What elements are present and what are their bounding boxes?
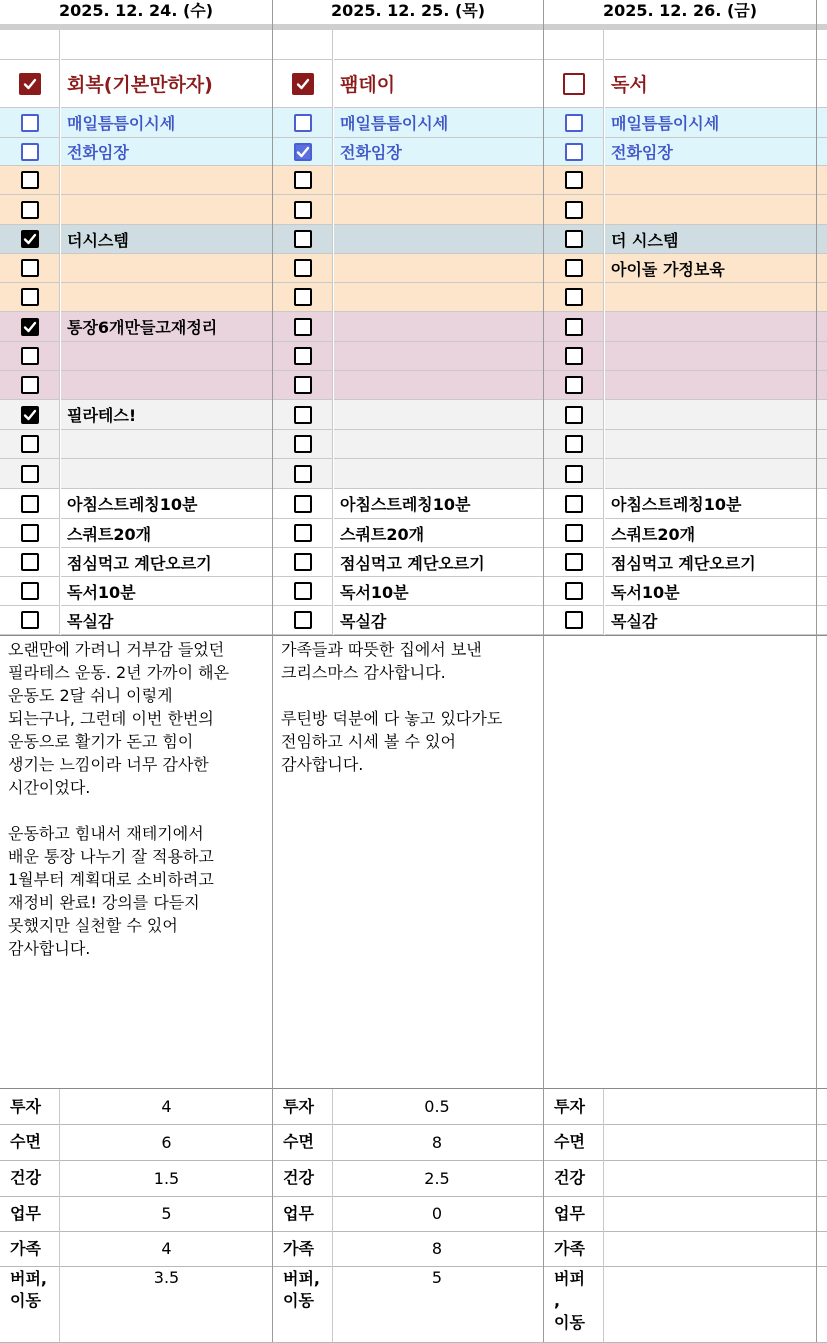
summary-hours-value[interactable]: 5 [161,1204,172,1223]
checkbox-unchecked[interactable] [21,611,39,629]
summary-category-label: 버퍼, 이동 [273,1266,333,1342]
overflow-column-cell [817,459,827,489]
checkbox-cell [0,225,60,254]
checklist-row [0,489,827,519]
summary-hours-value[interactable]: 6 [161,1132,172,1152]
checkbox-unchecked[interactable] [565,230,583,248]
journal-cell-1[interactable]: 오랜만에 가려니 거부감 들었던 필라테스 운동. 2년 가까이 해온 운동도 2달 쉬니 이렇게 되는구나, 그런데 이번 한번의 운동으로 활기가 돈고 힘이 생기는 느낌이라 너무 감사한 시간이었다. 운동하고 힘내서 재테기에서 배운 통장 나누기 잘 적용하고 1월부터 계획대로 소비하려고 재정비 완료! 강의를 다듣지 못했지만 실천할 수 있어 감사합니다. [8,640,230,958]
checklist-row [0,166,827,195]
summary-category-label: 건강 [0,1160,60,1196]
checkbox-unchecked[interactable] [294,347,312,365]
checkbox-cell [273,371,333,400]
summary-hours-value[interactable] [594,1089,816,1124]
checkbox-cell [0,166,60,195]
checklist-row [0,519,827,548]
checkbox-unchecked[interactable] [294,376,312,394]
overflow-column-cell [817,371,827,400]
checkbox-unchecked[interactable] [21,201,39,219]
summary-category-label: 가족 [273,1231,333,1266]
checklist-row [0,225,827,254]
task-label-cell[interactable] [61,195,273,225]
task-label-cell[interactable]: 스쿼트20개 [61,519,273,548]
checkbox-cell [0,342,60,371]
overflow-column-cell [817,342,827,371]
checkbox-unchecked[interactable] [294,259,312,277]
checklist-row [0,342,827,371]
checkbox-cell [273,430,333,459]
summary-category-label: 수면 [544,1124,604,1160]
checkbox-cell [544,606,604,635]
checkbox-unchecked[interactable] [565,201,583,219]
summary-category-label: 가족 [0,1231,60,1266]
summary-hours-value[interactable] [594,1231,816,1266]
checklist-row [0,371,827,400]
checkbox-cell [544,60,604,108]
checkbox-cell [273,606,333,635]
task-label-cell[interactable] [61,166,273,195]
checkbox-unchecked[interactable] [294,465,312,483]
task-label-cell[interactable] [605,312,827,342]
summary-category-label: 업무 [0,1196,60,1231]
checkbox-cell [544,138,604,166]
task-label-cell[interactable] [334,371,547,400]
task-label-cell[interactable] [334,30,547,60]
overflow-column-cell [817,195,827,225]
checkbox-cell [0,60,60,108]
task-label-cell[interactable]: 아침스트레칭10분 [334,489,547,519]
task-label-cell[interactable]: 독서10분 [334,577,547,606]
overflow-column-cell [817,519,827,548]
task-label-cell[interactable] [605,195,827,225]
checkbox-unchecked[interactable] [565,406,583,424]
checkbox-unchecked[interactable] [21,435,39,453]
overflow-column-cell [817,400,827,430]
checklist-row [0,60,827,108]
column-divider-1 [272,0,273,1342]
task-label-cell[interactable] [334,459,547,489]
checkbox-cell [544,283,604,312]
checkbox-cell [273,312,333,342]
checkbox-unchecked[interactable] [565,582,583,600]
checkbox-unchecked[interactable] [21,465,39,483]
checkbox-checked[interactable] [21,406,39,424]
task-label-cell[interactable] [334,430,547,459]
checkbox-unchecked[interactable] [21,143,39,161]
checkbox-unchecked[interactable] [565,553,583,571]
overflow-column-cell [817,60,827,108]
task-label-cell[interactable] [61,342,273,371]
task-label-cell[interactable]: 스쿼트20개 [334,519,547,548]
checkbox-unchecked[interactable] [294,495,312,513]
task-label-cell[interactable] [334,342,547,371]
checkbox-unchecked[interactable] [21,259,39,277]
journal-cell-2[interactable]: 가족들과 따뜻한 집에서 보낸 크리스마스 감사합니다. 루틴방 덕분에 다 놓고 있다가도 전임하고 시세 볼 수 있어 감사합니다. [281,640,503,774]
checkbox-cell [273,60,333,108]
checkbox-cell [273,138,333,166]
checkbox-unchecked[interactable] [565,347,583,365]
task-label-cell[interactable] [61,430,273,459]
task-label-cell[interactable]: 팸데이 [334,60,547,108]
task-label-cell[interactable] [61,254,273,283]
task-label-cell[interactable] [605,283,827,312]
checkbox-cell [0,489,60,519]
checkbox-cell [273,342,333,371]
checkbox-unchecked[interactable] [565,611,583,629]
checkbox-unchecked[interactable] [21,582,39,600]
summary-hours-value[interactable]: 3.5 [153,1268,180,1287]
checklist-row [0,459,827,489]
checkbox-unchecked[interactable] [563,73,585,95]
checklist-row [0,312,827,342]
checkbox-cell [0,283,60,312]
task-label-cell[interactable]: 점심먹고 계단오르기 [334,548,547,577]
checkbox-cell [0,138,60,166]
checkbox-unchecked[interactable] [565,435,583,453]
checkbox-unchecked[interactable] [294,230,312,248]
checkbox-cell [544,254,604,283]
task-label-cell[interactable]: 매일틈틈이시세 [334,108,547,138]
checkbox-cell [544,519,604,548]
checkbox-unchecked[interactable] [565,259,583,277]
overflow-column-cell [817,489,827,519]
checkbox-cell [0,195,60,225]
checklist-row [0,254,827,283]
task-label-cell[interactable]: 더시스템 [61,225,273,254]
summary-category-label: 업무 [273,1196,333,1231]
task-label-cell[interactable]: 독서10분 [61,577,273,606]
summary-hours-value[interactable]: 0.5 [424,1097,450,1116]
checkbox-unchecked[interactable] [294,524,312,542]
summary-hours-value[interactable]: 8 [431,1239,443,1258]
checkbox-cell [273,459,333,489]
overflow-column-cell [817,225,827,254]
task-label-cell[interactable] [334,254,547,283]
task-label-cell[interactable] [61,459,273,489]
checkbox-unchecked[interactable] [294,406,312,424]
checkbox-unchecked[interactable] [21,288,39,306]
checklist-row [0,400,827,430]
checkbox-unchecked[interactable] [565,376,583,394]
checkbox-unchecked[interactable] [565,465,583,483]
task-label-cell[interactable]: 아침스트레칭10분 [605,489,827,519]
task-label-cell[interactable] [61,30,273,60]
task-label-cell[interactable]: 점심먹고 계단오르기 [61,548,273,577]
overflow-column-cell [817,312,827,342]
summary-hours-value[interactable]: 4 [161,1097,172,1116]
checkbox-checked[interactable] [294,143,312,161]
checkbox-cell [273,30,333,60]
checklist-row [0,430,827,459]
checkbox-cell [0,459,60,489]
task-label-cell[interactable] [605,371,827,400]
summary-hours-value[interactable] [594,1196,816,1231]
checkbox-cell [544,548,604,577]
checklist-row [0,30,827,60]
checkbox-unchecked[interactable] [565,524,583,542]
checkbox-cell [544,342,604,371]
checkbox-cell [0,606,60,635]
checkbox-unchecked[interactable] [565,171,583,189]
checkbox-cell [0,430,60,459]
checkbox-unchecked[interactable] [21,495,39,513]
date-header-3[interactable]: 2025. 12. 26. (금) [544,0,816,24]
task-label-cell[interactable] [61,283,273,312]
task-label-cell[interactable]: 목실감 [61,606,273,635]
column-divider-3 [816,0,817,1342]
checkbox-cell [273,548,333,577]
checkbox-cell [0,254,60,283]
checkbox-cell [544,312,604,342]
checkbox-unchecked[interactable] [21,171,39,189]
task-label-cell[interactable]: 통장6개만들고재정리 [61,312,273,342]
task-label-cell[interactable] [334,195,547,225]
journal-cell-3[interactable] [544,636,816,1088]
task-label-cell[interactable]: 더 시스템 [605,225,827,254]
summary-category-label: 투자 [0,1089,60,1124]
checkbox-checked[interactable] [292,73,314,95]
checklist-row [0,195,827,225]
summary-hours-value[interactable]: 4 [161,1239,172,1258]
checkbox-unchecked[interactable] [294,171,312,189]
checkbox-unchecked[interactable] [21,114,39,132]
checkbox-unchecked[interactable] [565,288,583,306]
checkbox-cell [273,195,333,225]
checkbox-cell [0,400,60,430]
checkbox-unchecked[interactable] [294,114,312,132]
checkbox-cell [544,30,604,60]
checkbox-cell [273,519,333,548]
task-label-cell[interactable]: 전화임장 [61,138,273,166]
summary-category-label: 수면 [0,1124,60,1160]
summary-hours-value[interactable] [594,1266,816,1342]
task-label-cell[interactable]: 전화임장 [334,138,547,166]
task-label-cell[interactable]: 매일틈틈이시세 [61,108,273,138]
task-label-cell[interactable] [605,400,827,430]
task-label-cell[interactable]: 회복(기본만하자) [61,60,273,108]
checklist-row [0,138,827,166]
checkbox-unchecked[interactable] [294,553,312,571]
task-label-cell[interactable] [61,371,273,400]
summary-category-label: 업무 [544,1196,604,1231]
checkbox-cell [0,108,60,138]
checkbox-cell [273,225,333,254]
overflow-column-cell [817,430,827,459]
checkbox-unchecked[interactable] [294,611,312,629]
checkbox-cell [544,430,604,459]
summary-category-label: 수면 [273,1124,333,1160]
overflow-column-cell [817,254,827,283]
summary-category-label: 건강 [273,1160,333,1196]
summary-category-label: 투자 [544,1089,604,1124]
task-label-cell[interactable] [605,459,827,489]
checkbox-unchecked[interactable] [565,143,583,161]
checkbox-cell [544,459,604,489]
checkbox-cell [0,577,60,606]
column-divider-2 [543,0,544,1342]
checkbox-unchecked[interactable] [565,318,583,336]
checkbox-unchecked[interactable] [565,495,583,513]
overflow-column-cell [817,166,827,195]
summary-hours-value[interactable] [594,1160,816,1196]
checkbox-cell [273,254,333,283]
checkbox-cell [544,489,604,519]
summary-category-label: 건강 [544,1160,604,1196]
task-label-cell[interactable]: 스쿼트20개 [605,519,827,548]
checkbox-unchecked[interactable] [294,582,312,600]
checkbox-unchecked[interactable] [21,347,39,365]
checkbox-cell [544,195,604,225]
checkbox-unchecked[interactable] [294,435,312,453]
task-label-cell[interactable] [334,166,547,195]
summary-hours-value[interactable]: 1.5 [153,1168,180,1188]
task-label-cell[interactable]: 목실감 [334,606,547,635]
summary-category-label: 버퍼, 이동 [0,1266,60,1342]
checkbox-cell [544,166,604,195]
checkbox-cell [273,166,333,195]
task-label-cell[interactable]: 아침스트레칭10분 [61,489,273,519]
task-label-cell[interactable]: 필라테스! [61,400,273,430]
summary-category-label: 가족 [544,1231,604,1266]
checkbox-unchecked[interactable] [21,553,39,571]
checkbox-unchecked[interactable] [565,114,583,132]
checkbox-cell [0,548,60,577]
task-label-cell[interactable] [605,430,827,459]
checkbox-unchecked[interactable] [294,201,312,219]
summary-category-label: 버퍼 , 이동 [544,1266,604,1342]
checklist-row [0,108,827,138]
checklist-row [0,548,827,577]
overflow-column-cell [817,108,827,138]
checkbox-cell [544,108,604,138]
checkbox-cell [544,225,604,254]
task-label-cell[interactable] [605,342,827,371]
checkbox-cell [273,108,333,138]
checkbox-cell [0,30,60,60]
checkbox-unchecked[interactable] [21,376,39,394]
task-label-cell[interactable]: 아이돌 가정보육 [605,254,827,283]
checkbox-cell [273,283,333,312]
summary-hours-value[interactable] [594,1124,816,1160]
checkbox-checked[interactable] [21,230,39,248]
checkbox-unchecked[interactable] [294,288,312,306]
checkbox-cell [544,577,604,606]
checkbox-unchecked[interactable] [21,524,39,542]
task-label-cell[interactable] [334,400,547,430]
overflow-column-cell [817,548,827,577]
checkbox-cell [544,371,604,400]
summary-hours-value[interactable]: 5 [431,1268,443,1287]
task-label-cell[interactable] [334,225,547,254]
overflow-column-cell [817,30,827,60]
task-label-cell[interactable]: 점심먹고 계단오르기 [605,548,827,577]
task-label-cell[interactable]: 목실감 [605,606,827,635]
task-label-cell[interactable]: 매일틈틈이시세 [605,108,827,138]
overflow-column-cell [817,138,827,166]
overflow-column-cell [817,577,827,606]
task-label-cell[interactable]: 독서10분 [605,577,827,606]
checkbox-cell [0,371,60,400]
checkbox-checked[interactable] [19,73,41,95]
task-label-cell[interactable] [605,30,827,60]
task-label-cell[interactable]: 전화임장 [605,138,827,166]
date-header-2[interactable]: 2025. 12. 25. (목) [273,0,543,24]
checkbox-cell [273,489,333,519]
checklist-row [0,606,827,635]
overflow-column-cell [817,606,827,635]
checkbox-cell [273,400,333,430]
checkbox-cell [544,400,604,430]
task-label-cell[interactable]: 독서 [605,60,827,108]
checkbox-checked[interactable] [21,318,39,336]
summary-hours-value[interactable]: 2.5 [424,1168,450,1188]
checkbox-unchecked[interactable] [294,318,312,336]
overflow-column-cell [817,283,827,312]
checkbox-cell [273,577,333,606]
checklist-row [0,283,827,312]
checklist-row [0,577,827,606]
checkbox-cell [0,312,60,342]
task-label-cell[interactable] [605,166,827,195]
task-label-cell[interactable] [334,312,547,342]
date-header-1[interactable]: 2025. 12. 24. (수) [0,0,272,24]
checkbox-cell [0,519,60,548]
summary-hours-value[interactable]: 8 [431,1132,443,1152]
summary-category-label: 투자 [273,1089,333,1124]
summary-hours-value[interactable]: 0 [431,1204,443,1223]
task-label-cell[interactable] [334,283,547,312]
